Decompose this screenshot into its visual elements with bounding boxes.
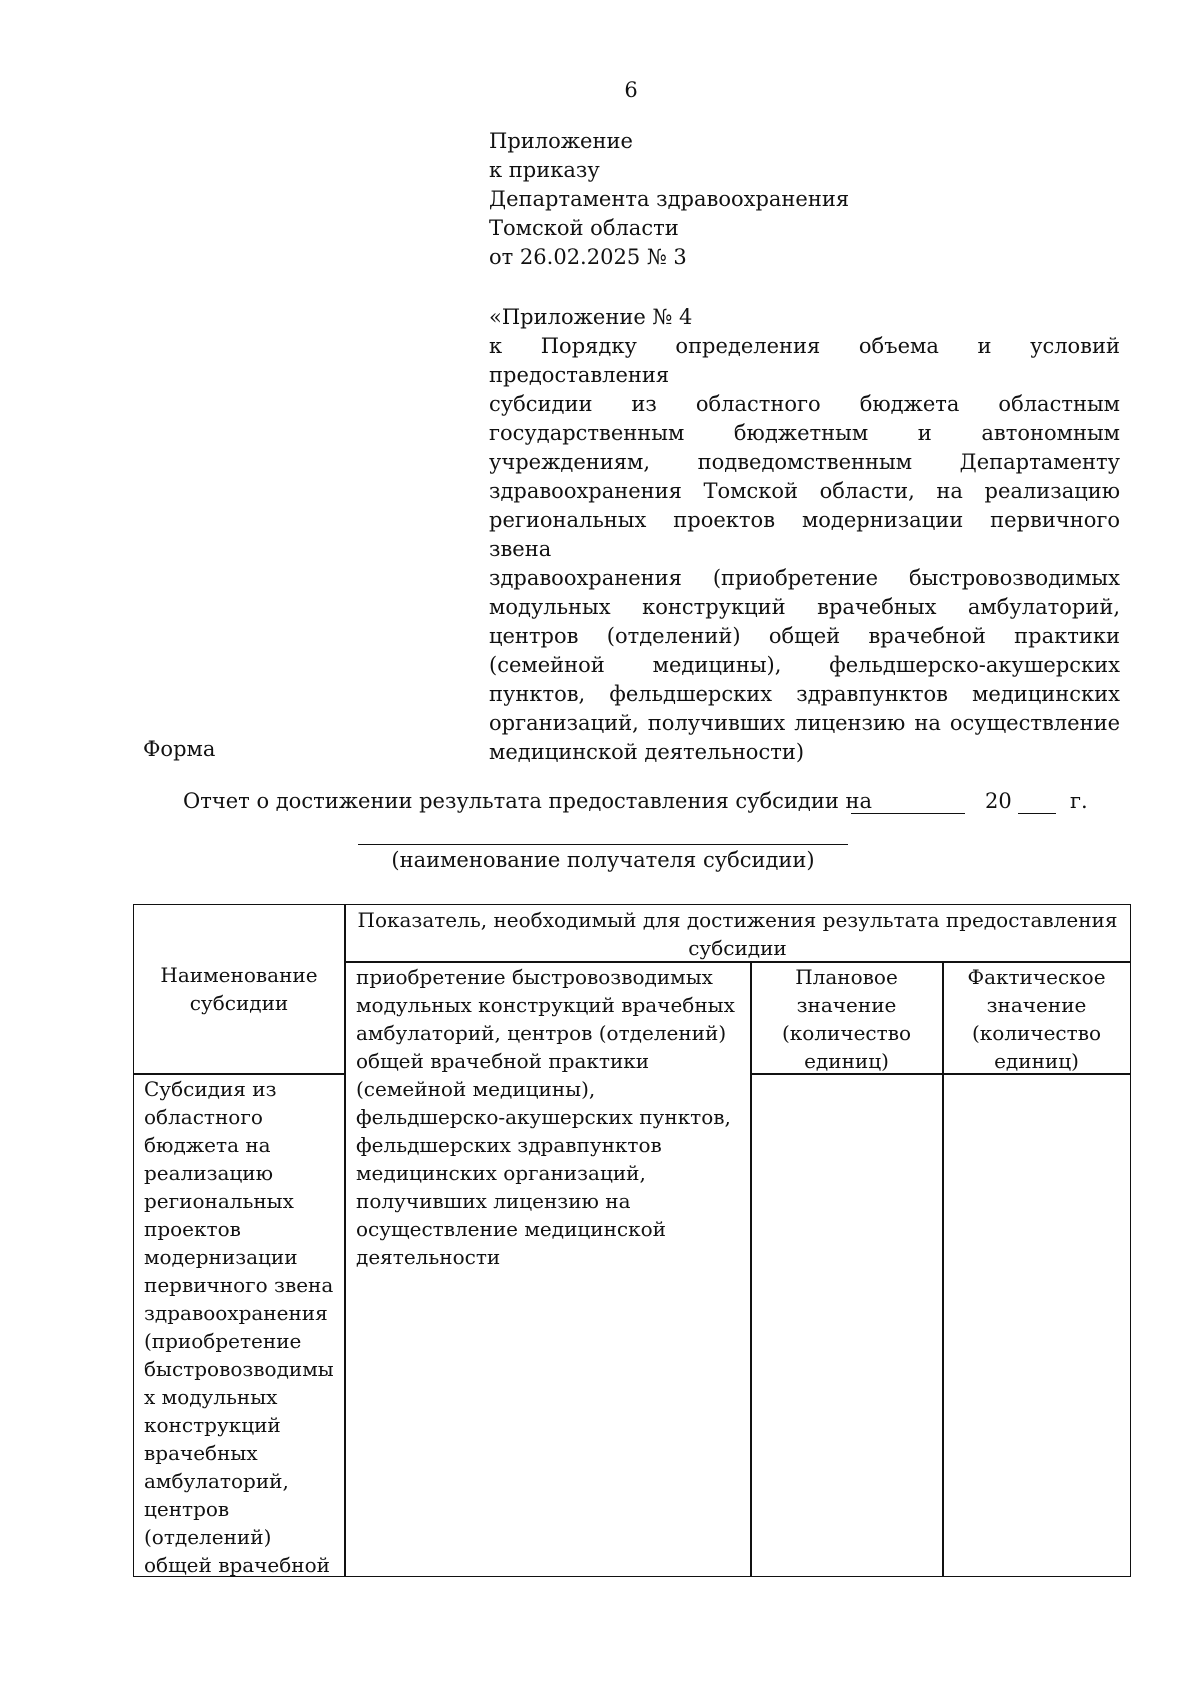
subsidy-name-line: врачебных — [144, 1441, 258, 1465]
indicator-line: общей врачебной практики — [356, 1049, 650, 1073]
appendix-block — [489, 127, 849, 272]
subsidy-name-line: общей врачебной — [144, 1553, 330, 1577]
indicator-line: приобретение быстровозводимых — [356, 965, 713, 989]
subsidy-name-line: областного — [144, 1105, 263, 1129]
indicator-line: получивших лицензию на — [356, 1189, 631, 1213]
appendix-order-line: региональных проектов модернизации первичного звена — [489, 508, 1120, 561]
header-line: (количество — [971, 1021, 1101, 1045]
header-line: Фактическое — [967, 965, 1106, 989]
date-blank-field — [851, 813, 965, 814]
appendix-order-line: организаций, получивших лицензию на осуществление — [489, 711, 1120, 735]
header-line: единиц) — [994, 1049, 1079, 1073]
appendix-order-line: (семейной медицины), фельдшерско-акушерских — [489, 653, 1120, 677]
subsidy-name-line: первичного звена — [144, 1273, 334, 1297]
header-line: субсидии — [189, 991, 289, 1015]
appendix-line: Департамента здравоохранения — [489, 187, 850, 211]
appendix-order-line: пунктов, фельдшерских здравпунктов медицинских — [489, 682, 1120, 706]
appendix-order-line: модульных конструкций врачебных амбулаторий, — [489, 595, 1120, 619]
appendix-order-line: субсидии из областного бюджета областным — [489, 392, 1120, 416]
header-line: Показатель, необходимый для достижения результата предоставления — [357, 908, 1118, 932]
subsidy-name-line: (отделений) — [144, 1525, 272, 1549]
appendix-order-line: здравоохранения Томской области, на реализацию — [489, 479, 1120, 503]
subsidy-name-line: здравоохранения — [144, 1301, 328, 1325]
form-label: Форма — [143, 737, 216, 761]
recipient-caption: (наименование получателя субсидии) — [391, 848, 815, 872]
planned-value-cell — [751, 1075, 942, 1575]
header-line: Плановое — [795, 965, 898, 989]
appendix-order-line: здравоохранения (приобретение быстровозводимых — [489, 566, 1120, 590]
subsidy-name-line: (приобретение — [144, 1329, 302, 1353]
subsidy-name-line: Субсидия из — [144, 1077, 277, 1101]
subsidy-name-line: центров — [144, 1497, 230, 1521]
report-table — [133, 904, 1131, 1577]
appendix-line: Приложение — [489, 129, 633, 153]
subsidy-name-cell — [144, 1075, 344, 1579]
header-line: Наименование — [160, 963, 318, 987]
appendix-order-line: к Порядку определения объема и условий предоставления — [489, 334, 1120, 387]
subsidy-name-line: проектов — [144, 1217, 241, 1241]
appendix-order-line: учреждениям, подведомственным Департаменту — [489, 450, 1120, 474]
header-line: единиц) — [804, 1049, 889, 1073]
indicator-line: фельдшерско-акушерских пунктов, — [356, 1105, 731, 1129]
indicator-header — [345, 906, 1130, 962]
planned-value-header — [751, 963, 942, 1075]
header-line: значение — [986, 993, 1087, 1017]
appendix-line: к приказу — [489, 158, 600, 182]
table-divider — [344, 905, 346, 1576]
subsidy-name-line: региональных — [144, 1189, 294, 1213]
year-prefix: 20 — [985, 789, 1012, 813]
indicator-line: медицинских организаций, — [356, 1161, 646, 1185]
subsidy-name-line: быстровозводимы — [144, 1357, 334, 1381]
subsidy-name-line: модернизации — [144, 1245, 298, 1269]
header-line: значение — [796, 993, 897, 1017]
header-line: субсидии — [688, 936, 787, 960]
subsidy-name-line: конструкций — [144, 1413, 281, 1437]
actual-value-cell — [943, 1075, 1130, 1575]
appendix-line: Томской области — [489, 216, 679, 240]
indicator-line: фельдшерских здравпунктов — [356, 1133, 662, 1157]
appendix-line: от 26.02.2025 № 3 — [489, 245, 687, 269]
year-suffix: г. — [1070, 789, 1088, 813]
appendix-order-line: государственным бюджетным и автономным — [489, 421, 1120, 445]
year-blank-field — [1018, 813, 1056, 814]
appendix-order-block — [489, 303, 1120, 767]
indicator-description — [356, 963, 748, 1271]
appendix-order-title: «Приложение № 4 — [489, 305, 693, 329]
subsidy-name-line: х модульных — [144, 1385, 278, 1409]
indicator-line: (семейной медицины), — [356, 1077, 596, 1101]
appendix-order-last-line: медицинской деятельности) — [489, 740, 805, 764]
subsidy-name-line: реализацию — [144, 1161, 274, 1185]
report-title: Отчет о достижении результата предоставления субсидии на — [183, 789, 873, 813]
indicator-line: деятельности — [356, 1245, 501, 1269]
header-line: (количество — [781, 1021, 911, 1045]
subsidy-name-line: амбулаторий, — [144, 1469, 289, 1493]
indicator-line: модульных конструкций врачебных — [356, 993, 735, 1017]
indicator-line: амбулаторий, центров (отделений) — [356, 1021, 727, 1045]
page-number: 6 — [624, 78, 638, 102]
appendix-order-line: центров (отделений) общей врачебной практики — [489, 624, 1120, 648]
subsidy-name-line: бюджета на — [144, 1133, 271, 1157]
recipient-name-line — [358, 844, 848, 845]
subsidy-name-header — [134, 961, 344, 1017]
indicator-line: осуществление медицинской — [356, 1217, 666, 1241]
actual-value-header — [943, 963, 1130, 1075]
